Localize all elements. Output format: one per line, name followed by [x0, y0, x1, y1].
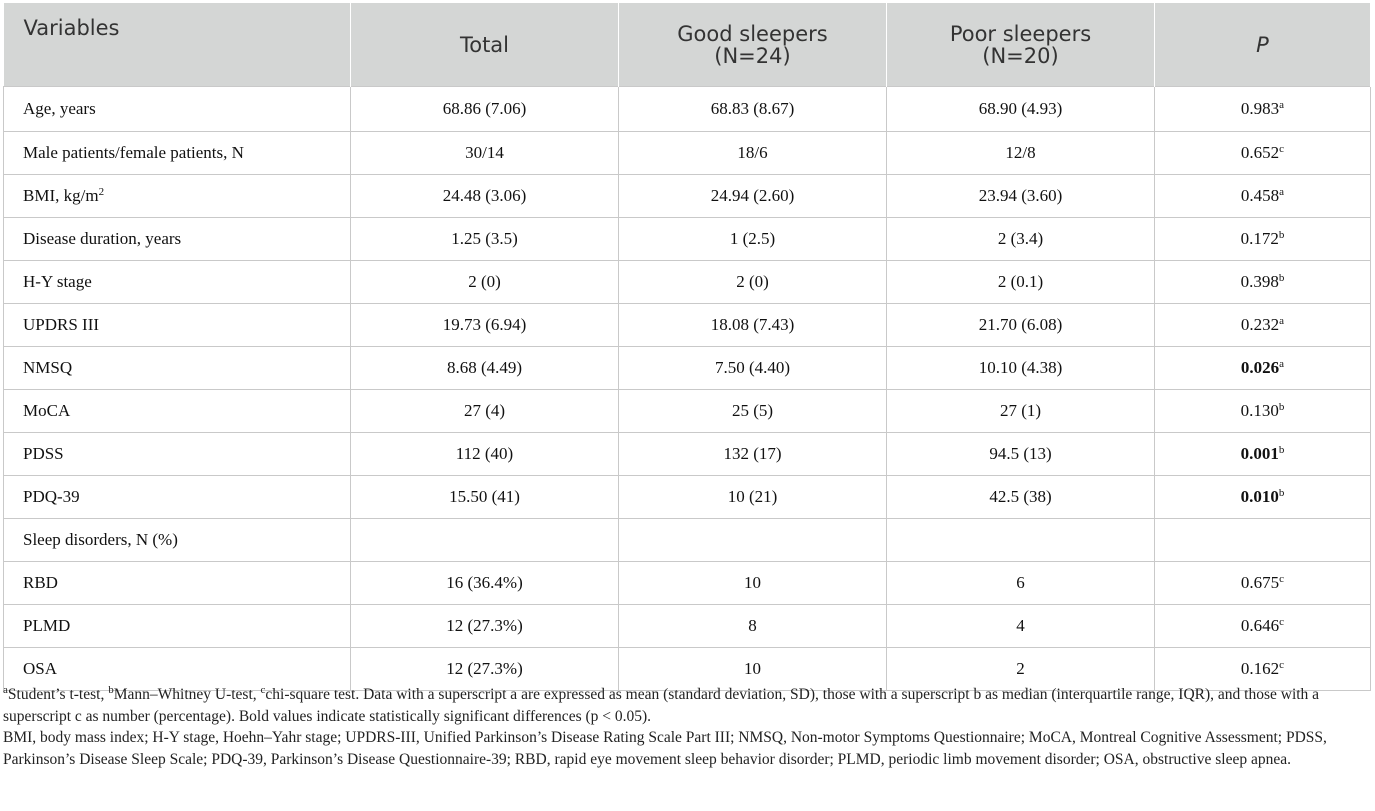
cell-good-sleepers: [619, 87, 887, 132]
header-label: Good sleepers: [677, 21, 828, 46]
header-total: [351, 3, 619, 87]
cell-poor-sleepers-text: 2 (0.1): [997, 272, 1044, 291]
cell-p-value-text: 0.458: [1240, 186, 1280, 205]
cell-p-value: [1155, 519, 1371, 562]
cell-p-value-superscript: c: [1279, 616, 1285, 628]
cell-poor-sleepers: [887, 562, 1155, 605]
cell-poor-sleepers: [887, 132, 1155, 175]
cell-total-text: 16 (36.4%): [446, 573, 523, 592]
cell-p-value-superscript: a: [1279, 99, 1285, 111]
cell-p-value: [1155, 304, 1371, 347]
cell-good-sleepers: [619, 304, 887, 347]
header-label: Variables: [23, 16, 120, 40]
cell-p-value-text: 0.232: [1240, 315, 1280, 334]
header-row: [4, 3, 1371, 87]
cell-good-sleepers-text: 24.94 (2.60): [710, 186, 795, 205]
cell-p-value: [1155, 132, 1371, 175]
cell-total-text: 24.48 (3.06): [442, 186, 527, 205]
cell-good-sleepers: [619, 390, 887, 433]
cell-total: [351, 218, 619, 261]
cell-total: [351, 433, 619, 476]
cell-variable: [4, 519, 351, 562]
cell-p-value-text: 0.010: [1240, 487, 1279, 506]
cell-variable: [4, 218, 351, 261]
cell-variable: [4, 476, 351, 519]
cell-p-value-superscript: b: [1278, 272, 1285, 284]
cell-poor-sleepers-text: 68.90 (4.93): [978, 99, 1063, 118]
cell-good-sleepers-text: 8: [748, 616, 757, 635]
cell-total: [351, 605, 619, 648]
cell-total-text: 2 (0): [468, 272, 501, 291]
cell-poor-sleepers: [887, 605, 1155, 648]
cell-p-value-text: 0.130: [1240, 401, 1279, 420]
cell-p-value-superscript: c: [1279, 659, 1285, 671]
cell-p-value: [1155, 562, 1371, 605]
footnote-sup-b: b: [108, 684, 114, 696]
cell-p-value: [1155, 87, 1371, 132]
cell-good-sleepers-text: 18.08 (7.43): [710, 315, 795, 334]
cell-good-sleepers: [619, 175, 887, 218]
cell-p-value: [1155, 347, 1371, 390]
table-footnotes: [3, 684, 1370, 770]
footnote-test-a: Student’s t-test,: [7, 686, 109, 703]
cell-poor-sleepers: [887, 218, 1155, 261]
cell-variable: [4, 390, 351, 433]
cell-p-value-text: 0.675: [1240, 573, 1280, 592]
header-variables: [4, 3, 351, 87]
cell-poor-sleepers: [887, 390, 1155, 433]
cell-total: [351, 476, 619, 519]
cell-good-sleepers-text: 25 (5): [731, 401, 774, 420]
cell-p-value-superscript: c: [1279, 573, 1285, 585]
cell-good-sleepers: [619, 261, 887, 304]
cell-poor-sleepers-text: 94.5 (13): [989, 444, 1052, 463]
cell-good-sleepers-text: 68.83 (8.67): [710, 99, 795, 118]
cell-variable-superscript: 2: [98, 186, 105, 198]
cell-variable-text: PLMD: [23, 616, 71, 635]
cell-good-sleepers-text: 10: [744, 659, 761, 678]
header-sublabel: (N=24): [714, 43, 791, 68]
data-table-container: [3, 3, 1370, 691]
cell-variable: [4, 175, 351, 218]
cell-variable: [4, 304, 351, 347]
cell-poor-sleepers: [887, 175, 1155, 218]
cell-variable-text: Age, years: [23, 99, 96, 118]
cell-good-sleepers-text: 7.50 (4.40): [714, 358, 791, 377]
header-label: Total: [459, 32, 510, 57]
header-good-sleepers: [619, 3, 887, 87]
cell-total: [351, 132, 619, 175]
cell-total: [351, 562, 619, 605]
cell-variable-text: PDQ-39: [23, 487, 80, 506]
cell-p-value: [1155, 433, 1371, 476]
cell-p-value-text: 0.983: [1240, 99, 1280, 118]
cell-p-value-superscript: a: [1279, 186, 1285, 198]
table-row: [4, 562, 1371, 605]
cell-total-text: 1.25 (3.5): [451, 229, 518, 248]
cell-poor-sleepers: [887, 433, 1155, 476]
cell-good-sleepers-text: 10: [744, 573, 761, 592]
cell-good-sleepers: [619, 347, 887, 390]
cell-poor-sleepers: [887, 304, 1155, 347]
cell-poor-sleepers-text: 27 (1): [999, 401, 1042, 420]
table-row: [4, 132, 1371, 175]
cell-variable-text: Sleep disorders, N (%): [23, 530, 178, 549]
cell-poor-sleepers-text: 23.94 (3.60): [978, 186, 1063, 205]
cell-variable: [4, 562, 351, 605]
table-row: [4, 476, 1371, 519]
cell-p-value-superscript: a: [1279, 358, 1285, 370]
footnote-abbreviations: BMI, body mass index; H-Y stage, Hoehn–Yahr stage; UPDRS-III, Unified Parkinson’s Disease Rating Scale Part III; NMSQ, Non-motor Symptoms Questionnaire; MoCA, Montreal Cognitive Assessment; PDSS, Parkinson’s Disease Sleep Scale; PDQ-39, Parkinson’s Disease Questionnaire-39; RBD, rapid eye movement sleep behavior disorder; PLMD, periodic limb movement disorder; OSA, obstructive sleep apnea.: [3, 729, 1327, 768]
cell-variable-text: OSA: [23, 659, 58, 678]
table-row: [4, 605, 1371, 648]
footnote-sup-a: a: [3, 684, 8, 696]
footnote-test-b: Mann–Whitney U-test,: [113, 686, 261, 703]
cell-poor-sleepers-text: 42.5 (38): [989, 487, 1052, 506]
cell-variable-text: Male patients/female patients, N: [23, 143, 244, 162]
cell-p-value-text: 0.398: [1240, 272, 1279, 291]
cell-variable-text: RBD: [23, 573, 58, 592]
cell-variable-text: NMSQ: [23, 358, 73, 377]
cell-total-text: 112 (40): [455, 444, 514, 463]
cell-poor-sleepers: [887, 347, 1155, 390]
cell-p-value-text: 0.172: [1240, 229, 1279, 248]
table-row: [4, 304, 1371, 347]
cell-good-sleepers: [619, 605, 887, 648]
cell-total-text: 19.73 (6.94): [442, 315, 527, 334]
cell-total-text: 8.68 (4.49): [446, 358, 523, 377]
cell-p-value: [1155, 261, 1371, 304]
cell-good-sleepers: [619, 562, 887, 605]
cell-total: [351, 175, 619, 218]
cell-total: [351, 390, 619, 433]
cell-p-value-text: 0.026: [1240, 358, 1280, 377]
table-header: [4, 3, 1371, 87]
cell-variable: [4, 433, 351, 476]
cell-good-sleepers: [619, 218, 887, 261]
cell-total: [351, 304, 619, 347]
cell-good-sleepers: [619, 476, 887, 519]
cell-variable: [4, 132, 351, 175]
cell-variable: [4, 605, 351, 648]
cell-variable-text: PDSS: [23, 444, 64, 463]
cell-poor-sleepers-text: 2: [1016, 659, 1025, 678]
cell-variable: [4, 261, 351, 304]
cell-variable-text: H-Y stage: [23, 272, 92, 291]
cell-p-value: [1155, 175, 1371, 218]
cell-total: [351, 87, 619, 132]
cell-p-value-superscript: c: [1279, 143, 1285, 155]
cell-p-value: [1155, 218, 1371, 261]
cell-good-sleepers: [619, 132, 887, 175]
cell-total: [351, 261, 619, 304]
cell-p-value: [1155, 605, 1371, 648]
header-p-value: [1155, 3, 1371, 87]
cell-poor-sleepers: [887, 261, 1155, 304]
cell-total-text: 15.50 (41): [449, 487, 520, 506]
cell-variable-text: UPDRS III: [23, 315, 100, 334]
cell-p-value-superscript: b: [1278, 401, 1285, 413]
cell-p-value: [1155, 390, 1371, 433]
cell-poor-sleepers-text: 21.70 (6.08): [978, 315, 1063, 334]
table-row: [4, 433, 1371, 476]
cell-total-text: 68.86 (7.06): [442, 99, 527, 118]
cell-poor-sleepers: [887, 87, 1155, 132]
cell-variable: [4, 347, 351, 390]
header-label: Poor sleepers: [949, 21, 1092, 46]
table-body: [4, 87, 1371, 691]
cell-total-text: 27 (4): [463, 401, 506, 420]
cell-poor-sleepers-text: 12/8: [1005, 143, 1036, 162]
footnote-tests: [3, 684, 1370, 727]
cell-p-value-text: 0.162: [1240, 659, 1280, 678]
cell-good-sleepers-text: 18/6: [737, 143, 768, 162]
cell-variable: [4, 87, 351, 132]
cell-good-sleepers-text: 2 (0): [736, 272, 769, 291]
cell-variable-text: BMI, kg/m: [23, 186, 99, 205]
cell-p-value-text: 0.646: [1240, 616, 1280, 635]
table-row: [4, 347, 1371, 390]
cell-p-value: [1155, 476, 1371, 519]
cell-p-value-superscript: b: [1278, 487, 1285, 499]
cell-good-sleepers: [619, 519, 887, 562]
header-sublabel: (N=20): [982, 43, 1059, 68]
cell-poor-sleepers-text: 6: [1016, 573, 1025, 592]
cell-p-value-text: 0.001: [1240, 444, 1279, 463]
characteristics-table: [3, 3, 1371, 691]
table-row: [4, 218, 1371, 261]
cell-poor-sleepers-text: 4: [1016, 616, 1025, 635]
header-poor-sleepers: [887, 3, 1155, 87]
footnote-test-c: chi-square test. Data with a superscript a are expressed as mean (standard deviation, SD), those with a superscript b as median (interquartile range, IQR), and those with a superscript c as number (percentage). Bold values indicate statistically significant differences (p < 0.05).: [3, 686, 1320, 725]
table-row: [4, 390, 1371, 433]
cell-p-value-superscript: b: [1278, 444, 1285, 456]
table-row: [4, 261, 1371, 304]
cell-p-value-superscript: b: [1278, 229, 1285, 241]
cell-total-text: 30/14: [465, 143, 504, 162]
table-row: [4, 519, 1371, 562]
cell-p-value-superscript: a: [1279, 315, 1285, 327]
header-label: P: [1256, 32, 1269, 57]
cell-good-sleepers-text: 1 (2.5): [729, 229, 776, 248]
cell-total-text: 12 (27.3%): [446, 659, 523, 678]
cell-good-sleepers-text: 10 (21): [727, 487, 778, 506]
cell-total-text: 12 (27.3%): [446, 616, 523, 635]
cell-p-value-text: 0.652: [1240, 143, 1280, 162]
cell-good-sleepers: [619, 433, 887, 476]
cell-variable-text: Disease duration, years: [23, 229, 182, 248]
table-row: [4, 87, 1371, 132]
cell-total: [351, 347, 619, 390]
cell-variable-text: MoCA: [23, 401, 71, 420]
table-row: [4, 175, 1371, 218]
cell-poor-sleepers: [887, 476, 1155, 519]
cell-poor-sleepers-text: 2 (3.4): [997, 229, 1044, 248]
cell-poor-sleepers-text: 10.10 (4.38): [978, 358, 1063, 377]
footnote-sup-c: c: [260, 684, 266, 696]
cell-poor-sleepers: [887, 519, 1155, 562]
cell-good-sleepers-text: 132 (17): [723, 444, 782, 463]
cell-total: [351, 519, 619, 562]
